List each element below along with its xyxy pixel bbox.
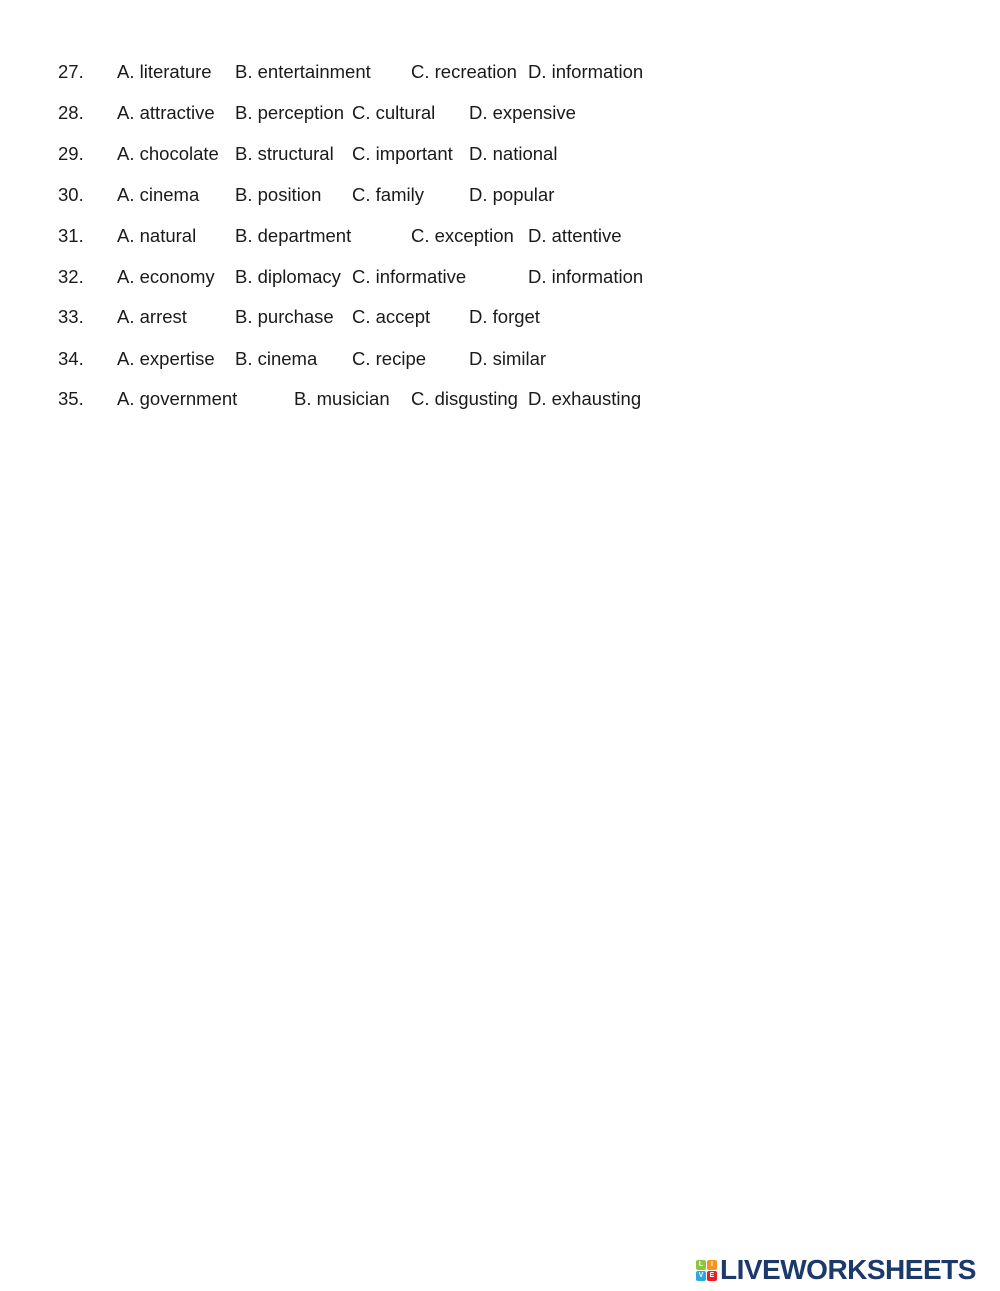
question-number: 31. (58, 225, 84, 246)
option-c[interactable]: C. family (352, 184, 424, 205)
option-a[interactable]: A. government (117, 388, 238, 409)
question-number: 32. (58, 266, 84, 287)
option-b[interactable]: B. perception (235, 102, 345, 123)
question-number: 28. (58, 102, 84, 123)
option-c[interactable]: C. informative (352, 266, 467, 287)
logo-letter-i: I (707, 1260, 717, 1270)
option-c[interactable]: C. disgusting (411, 388, 518, 409)
logo-text: LIVEWORKSHEETS (720, 1254, 976, 1285)
option-d[interactable]: D. exhausting (528, 388, 642, 409)
question-number: 33. (58, 306, 84, 327)
option-b[interactable]: B. musician (294, 388, 390, 409)
option-a[interactable]: A. economy (117, 266, 215, 287)
question-number: 34. (58, 348, 84, 369)
option-d[interactable]: D. information (528, 61, 644, 82)
question-number: 30. (58, 184, 84, 205)
liveworksheets-logo[interactable] (696, 1254, 996, 1286)
option-a[interactable]: A. chocolate (117, 143, 219, 164)
option-c[interactable]: C. cultural (352, 102, 436, 123)
question-row (0, 139, 1000, 169)
question-row (0, 221, 1000, 251)
option-b[interactable]: B. department (235, 225, 352, 246)
question-number: 35. (58, 388, 84, 409)
option-d[interactable]: D. expensive (469, 102, 576, 123)
option-a[interactable]: A. cinema (117, 184, 200, 205)
option-b[interactable]: B. position (235, 184, 322, 205)
option-b[interactable]: B. cinema (235, 348, 318, 369)
question-row (0, 98, 1000, 128)
option-d[interactable]: D. information (528, 266, 644, 287)
option-d[interactable]: D. popular (469, 184, 555, 205)
option-a[interactable]: A. attractive (117, 102, 215, 123)
option-d[interactable]: D. attentive (528, 225, 622, 246)
question-row (0, 344, 1000, 374)
option-c[interactable]: C. accept (352, 306, 431, 327)
option-a[interactable]: A. natural (117, 225, 197, 246)
question-row (0, 384, 1000, 414)
option-a[interactable]: A. expertise (117, 348, 215, 369)
question-row (0, 57, 1000, 87)
option-c[interactable]: C. exception (411, 225, 514, 246)
logo-letter-l: L (696, 1260, 706, 1270)
logo-letter-v: V (696, 1271, 706, 1281)
option-c[interactable]: C. recreation (411, 61, 517, 82)
option-b[interactable]: B. entertainment (235, 61, 371, 82)
question-row (0, 262, 1000, 292)
logo-mark-icon (696, 1260, 717, 1281)
question-number: 29. (58, 143, 84, 164)
option-c[interactable]: C. important (352, 143, 453, 164)
option-a[interactable]: A. arrest (117, 306, 187, 327)
question-row (0, 180, 1000, 210)
option-b[interactable]: B. purchase (235, 306, 334, 327)
question-number: 27. (58, 61, 84, 82)
option-d[interactable]: D. forget (469, 306, 540, 327)
option-a[interactable]: A. literature (117, 61, 212, 82)
option-b[interactable]: B. diplomacy (235, 266, 341, 287)
option-b[interactable]: B. structural (235, 143, 334, 164)
option-d[interactable]: D. similar (469, 348, 547, 369)
option-d[interactable]: D. national (469, 143, 558, 164)
logo-letter-e: E (707, 1271, 717, 1281)
question-row (0, 302, 1000, 332)
option-c[interactable]: C. recipe (352, 348, 427, 369)
